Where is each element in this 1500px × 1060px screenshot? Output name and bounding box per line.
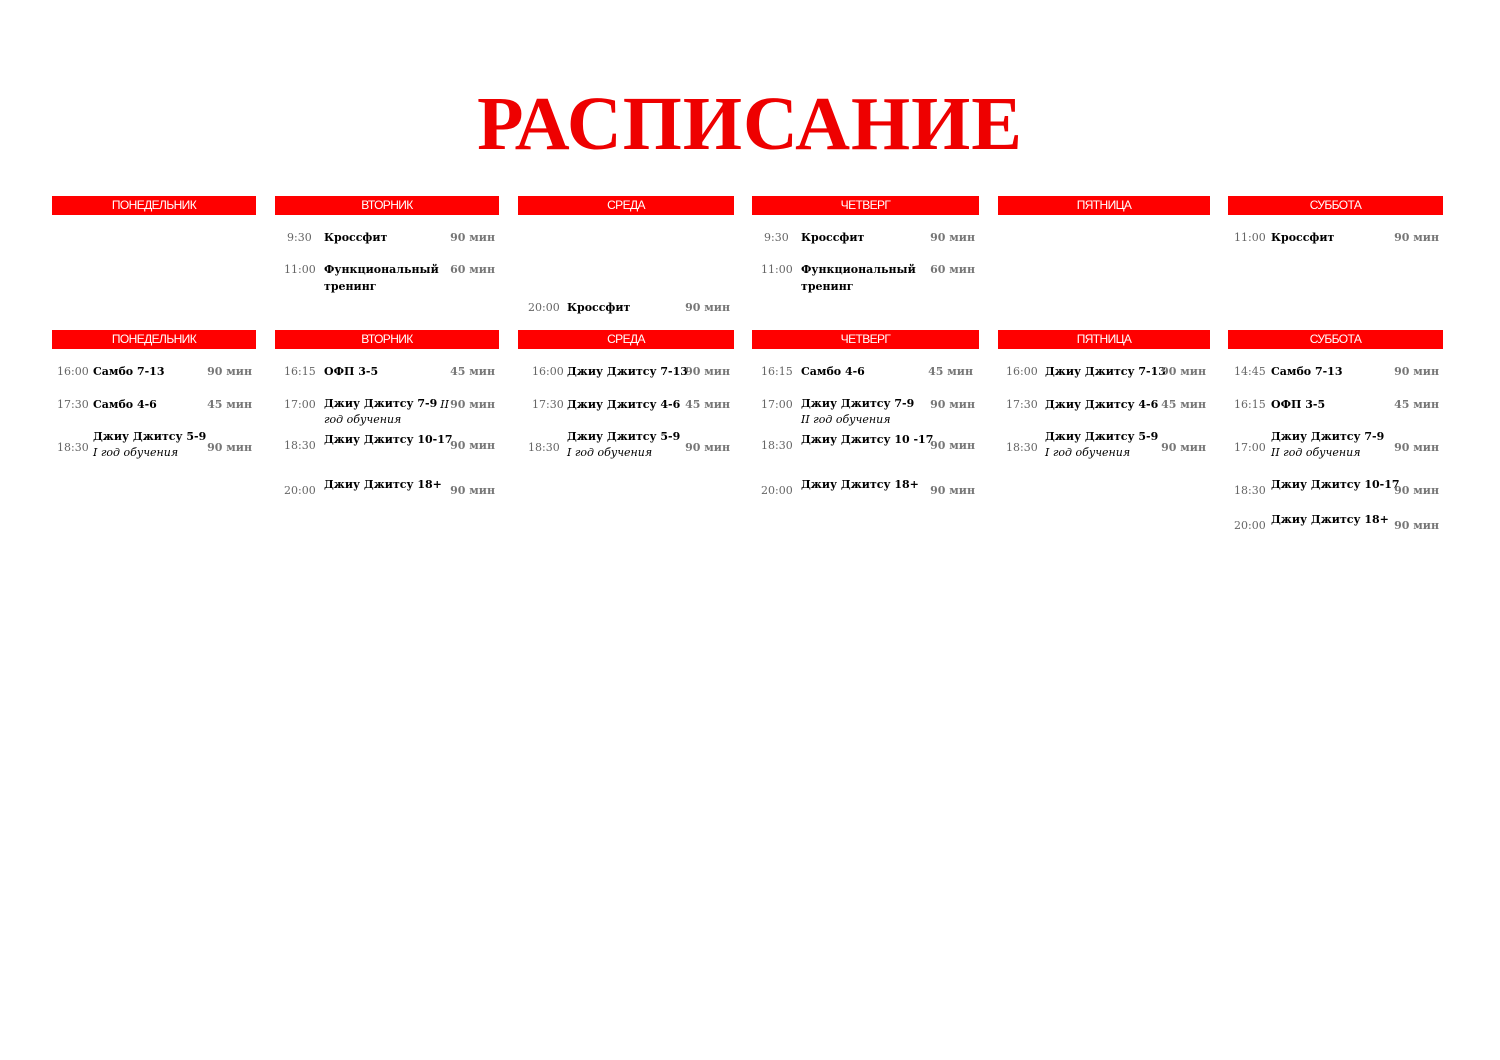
class-time: 18:30	[761, 438, 793, 452]
class-name: Джиу Джитсу 18+	[324, 478, 442, 491]
class-name: Джиу Джитсу 7-13	[567, 365, 688, 378]
class-name: Кроссфит	[801, 231, 865, 244]
schedule-item	[518, 396, 734, 428]
day-header: СУББОТА	[1228, 330, 1443, 349]
class-name: Джиу Джитсу 10-17	[1271, 478, 1400, 491]
day-column-monday-top	[52, 196, 256, 215]
class-duration: 90 мин	[450, 438, 495, 452]
class-subtitle: I год обучения	[1045, 446, 1131, 459]
class-name: Функциональный тренинг	[324, 263, 439, 293]
class-duration: 90 мин	[1161, 440, 1206, 454]
class-name: Джиу Джитсу 10 -17	[801, 433, 934, 446]
class-time: 17:30	[1006, 398, 1038, 411]
class-duration: 90 мин	[207, 365, 252, 378]
class-time: 16:00	[532, 365, 564, 378]
class-title: Джиу Джитсу 5-9	[1045, 430, 1159, 443]
class-duration: 90 мин	[930, 483, 975, 497]
schedule-item	[1228, 429, 1443, 465]
schedule-item	[752, 363, 979, 395]
class-duration: 60 мин	[450, 263, 495, 276]
class-name: Кроссфит	[324, 231, 388, 244]
day-column-monday-bottom	[52, 330, 256, 459]
class-year-mark: II	[440, 398, 449, 411]
class-time: 17:00	[284, 398, 316, 411]
class-title: Джиу Джитсу 7-9	[324, 397, 438, 410]
class-name: Джиу Джитсу 10-17	[324, 433, 453, 446]
class-duration: 90 мин	[930, 231, 975, 244]
class-time: 16:15	[284, 365, 316, 378]
class-name: Функциональный тренинг	[801, 263, 916, 293]
class-subtitle: год обучения	[324, 413, 402, 426]
schedule-item	[752, 261, 979, 293]
class-time: 17:30	[532, 398, 564, 411]
class-duration: 90 мин	[1394, 365, 1439, 378]
day-column-saturday-top	[1228, 196, 1443, 244]
schedule-item	[518, 299, 734, 331]
schedule-item	[275, 261, 499, 293]
day-header: ПЯТНИЦА	[998, 330, 1210, 349]
class-title: Джиу Джитсу 5-9	[567, 430, 681, 443]
class-time: 18:30	[1006, 440, 1038, 454]
class-duration: 90 мин	[450, 231, 495, 244]
class-title: Джиу Джитсу 7-9	[801, 397, 915, 410]
day-header: ПЯТНИЦА	[998, 196, 1210, 215]
class-duration: 90 мин	[450, 483, 495, 497]
class-title: Джиу Джитсу 5-9	[93, 430, 207, 443]
day-header: ПОНЕДЕЛЬНИК	[52, 330, 256, 349]
day-header: СРЕДА	[518, 330, 734, 349]
class-title: Джиу Джитсу 7-9	[1271, 430, 1385, 443]
class-name: ОФП 3-5	[324, 365, 379, 378]
schedule-item	[275, 363, 499, 395]
class-duration: 45 мин	[1394, 398, 1439, 411]
schedule-item	[1228, 363, 1443, 395]
class-time: 17:00	[761, 398, 793, 411]
schedule-item	[52, 363, 256, 395]
schedule-item	[752, 476, 979, 504]
class-name: Джиу Джитсу 4-6	[1045, 398, 1159, 411]
class-time: 9:30	[287, 231, 312, 244]
class-name: Джиу Джитсу 4-6	[567, 398, 681, 411]
class-time: 18:30	[1234, 483, 1266, 497]
day-column-friday-bottom	[998, 330, 1210, 459]
class-name	[324, 396, 437, 428]
class-name: Самбо 4-6	[93, 398, 157, 411]
class-name: Кроссфит	[567, 301, 631, 314]
schedule-item	[52, 429, 256, 465]
class-name: Самбо 7-13	[93, 365, 165, 378]
class-duration: 60 мин	[930, 263, 975, 276]
class-time: 14:45	[1234, 365, 1266, 378]
class-duration: 90 мин	[1394, 231, 1439, 244]
class-name	[801, 396, 914, 428]
class-time: 16:00	[57, 365, 89, 378]
schedule-item	[518, 363, 734, 395]
class-duration: 45 мин	[685, 398, 730, 411]
class-time: 11:00	[284, 263, 316, 276]
day-header: ПОНЕДЕЛЬНИК	[52, 196, 256, 215]
class-name: Джиу Джитсу 18+	[1271, 513, 1389, 526]
class-time: 16:15	[761, 365, 793, 378]
schedule-item	[275, 229, 499, 261]
schedule-item	[275, 476, 499, 504]
schedule-item	[998, 429, 1210, 465]
schedule-item	[998, 363, 1210, 395]
class-time: 20:00	[761, 483, 793, 497]
class-time: 18:30	[284, 438, 316, 452]
class-duration: 90 мин	[450, 398, 495, 411]
class-time: 17:30	[57, 398, 89, 411]
class-name: Самбо 7-13	[1271, 365, 1343, 378]
day-column-tuesday-top	[275, 196, 499, 293]
schedule-item	[1228, 511, 1443, 539]
class-duration: 45 мин	[207, 398, 252, 411]
class-time: 18:30	[528, 440, 560, 454]
day-header: ЧЕТВЕРГ	[752, 196, 979, 215]
class-subtitle: I год обучения	[93, 446, 179, 459]
day-column-tuesday-bottom	[275, 330, 499, 497]
day-header: ЧЕТВЕРГ	[752, 330, 979, 349]
class-duration: 90 мин	[930, 438, 975, 452]
class-duration: 90 мин	[685, 301, 730, 314]
class-duration: 90 мин	[685, 365, 730, 378]
class-name	[1271, 429, 1384, 461]
schedule-item	[998, 396, 1210, 428]
class-name: ОФП 3-5	[1271, 398, 1326, 411]
class-duration: 90 мин	[207, 440, 252, 454]
schedule-item	[1228, 396, 1443, 428]
class-time: 20:00	[1234, 518, 1266, 532]
schedule-item	[52, 396, 256, 428]
class-time: 17:00	[1234, 440, 1266, 454]
day-column-friday-top	[998, 196, 1210, 215]
class-name: Джиу Джитсу 18+	[801, 478, 919, 491]
class-name: Кроссфит	[1271, 231, 1335, 244]
class-duration: 90 мин	[1394, 440, 1439, 454]
class-duration: 45 мин	[1161, 398, 1206, 411]
class-name	[567, 429, 680, 461]
class-subtitle: II год обучения	[801, 413, 891, 426]
day-header: ВТОРНИК	[275, 330, 499, 349]
schedule-item	[275, 431, 499, 459]
schedule-item	[752, 229, 979, 261]
class-time: 20:00	[284, 483, 316, 497]
schedule-item	[1228, 476, 1443, 504]
day-header: СРЕДА	[518, 196, 734, 215]
schedule-item	[518, 429, 734, 465]
day-column-thursday-bottom	[752, 330, 979, 497]
class-subtitle: I год обучения	[567, 446, 653, 459]
class-subtitle: II год обучения	[1271, 446, 1361, 459]
day-header: ВТОРНИК	[275, 196, 499, 215]
class-time: 9:30	[764, 231, 789, 244]
class-name: Джиу Джитсу 7-13	[1045, 365, 1166, 378]
class-time: 16:00	[1006, 365, 1038, 378]
class-duration: 90 мин	[1394, 518, 1439, 532]
day-column-wednesday-bottom	[518, 330, 734, 459]
class-duration: 45 мин	[928, 365, 973, 378]
day-header: СУББОТА	[1228, 196, 1443, 215]
class-name	[93, 429, 206, 461]
schedule-item	[752, 396, 979, 428]
schedule-item	[275, 396, 499, 428]
class-duration: 90 мин	[930, 398, 975, 411]
class-duration: 45 мин	[450, 365, 495, 378]
class-duration: 90 мин	[1394, 483, 1439, 497]
class-duration: 90 мин	[685, 440, 730, 454]
day-column-thursday-top	[752, 196, 979, 293]
schedule-item	[1228, 229, 1443, 261]
class-time: 16:15	[1234, 398, 1266, 411]
class-time: 11:00	[761, 263, 793, 276]
page-title: РАСПИСАНИЕ	[477, 82, 1023, 166]
schedule-item	[752, 431, 979, 459]
day-column-wednesday-top	[518, 196, 734, 314]
class-duration: 90 мин	[1161, 365, 1206, 378]
class-name	[1045, 429, 1158, 461]
class-time: 20:00	[528, 301, 560, 314]
class-name: Самбо 4-6	[801, 365, 865, 378]
class-time: 11:00	[1234, 231, 1266, 244]
day-column-saturday-bottom	[1228, 330, 1443, 532]
class-time: 18:30	[57, 440, 89, 454]
